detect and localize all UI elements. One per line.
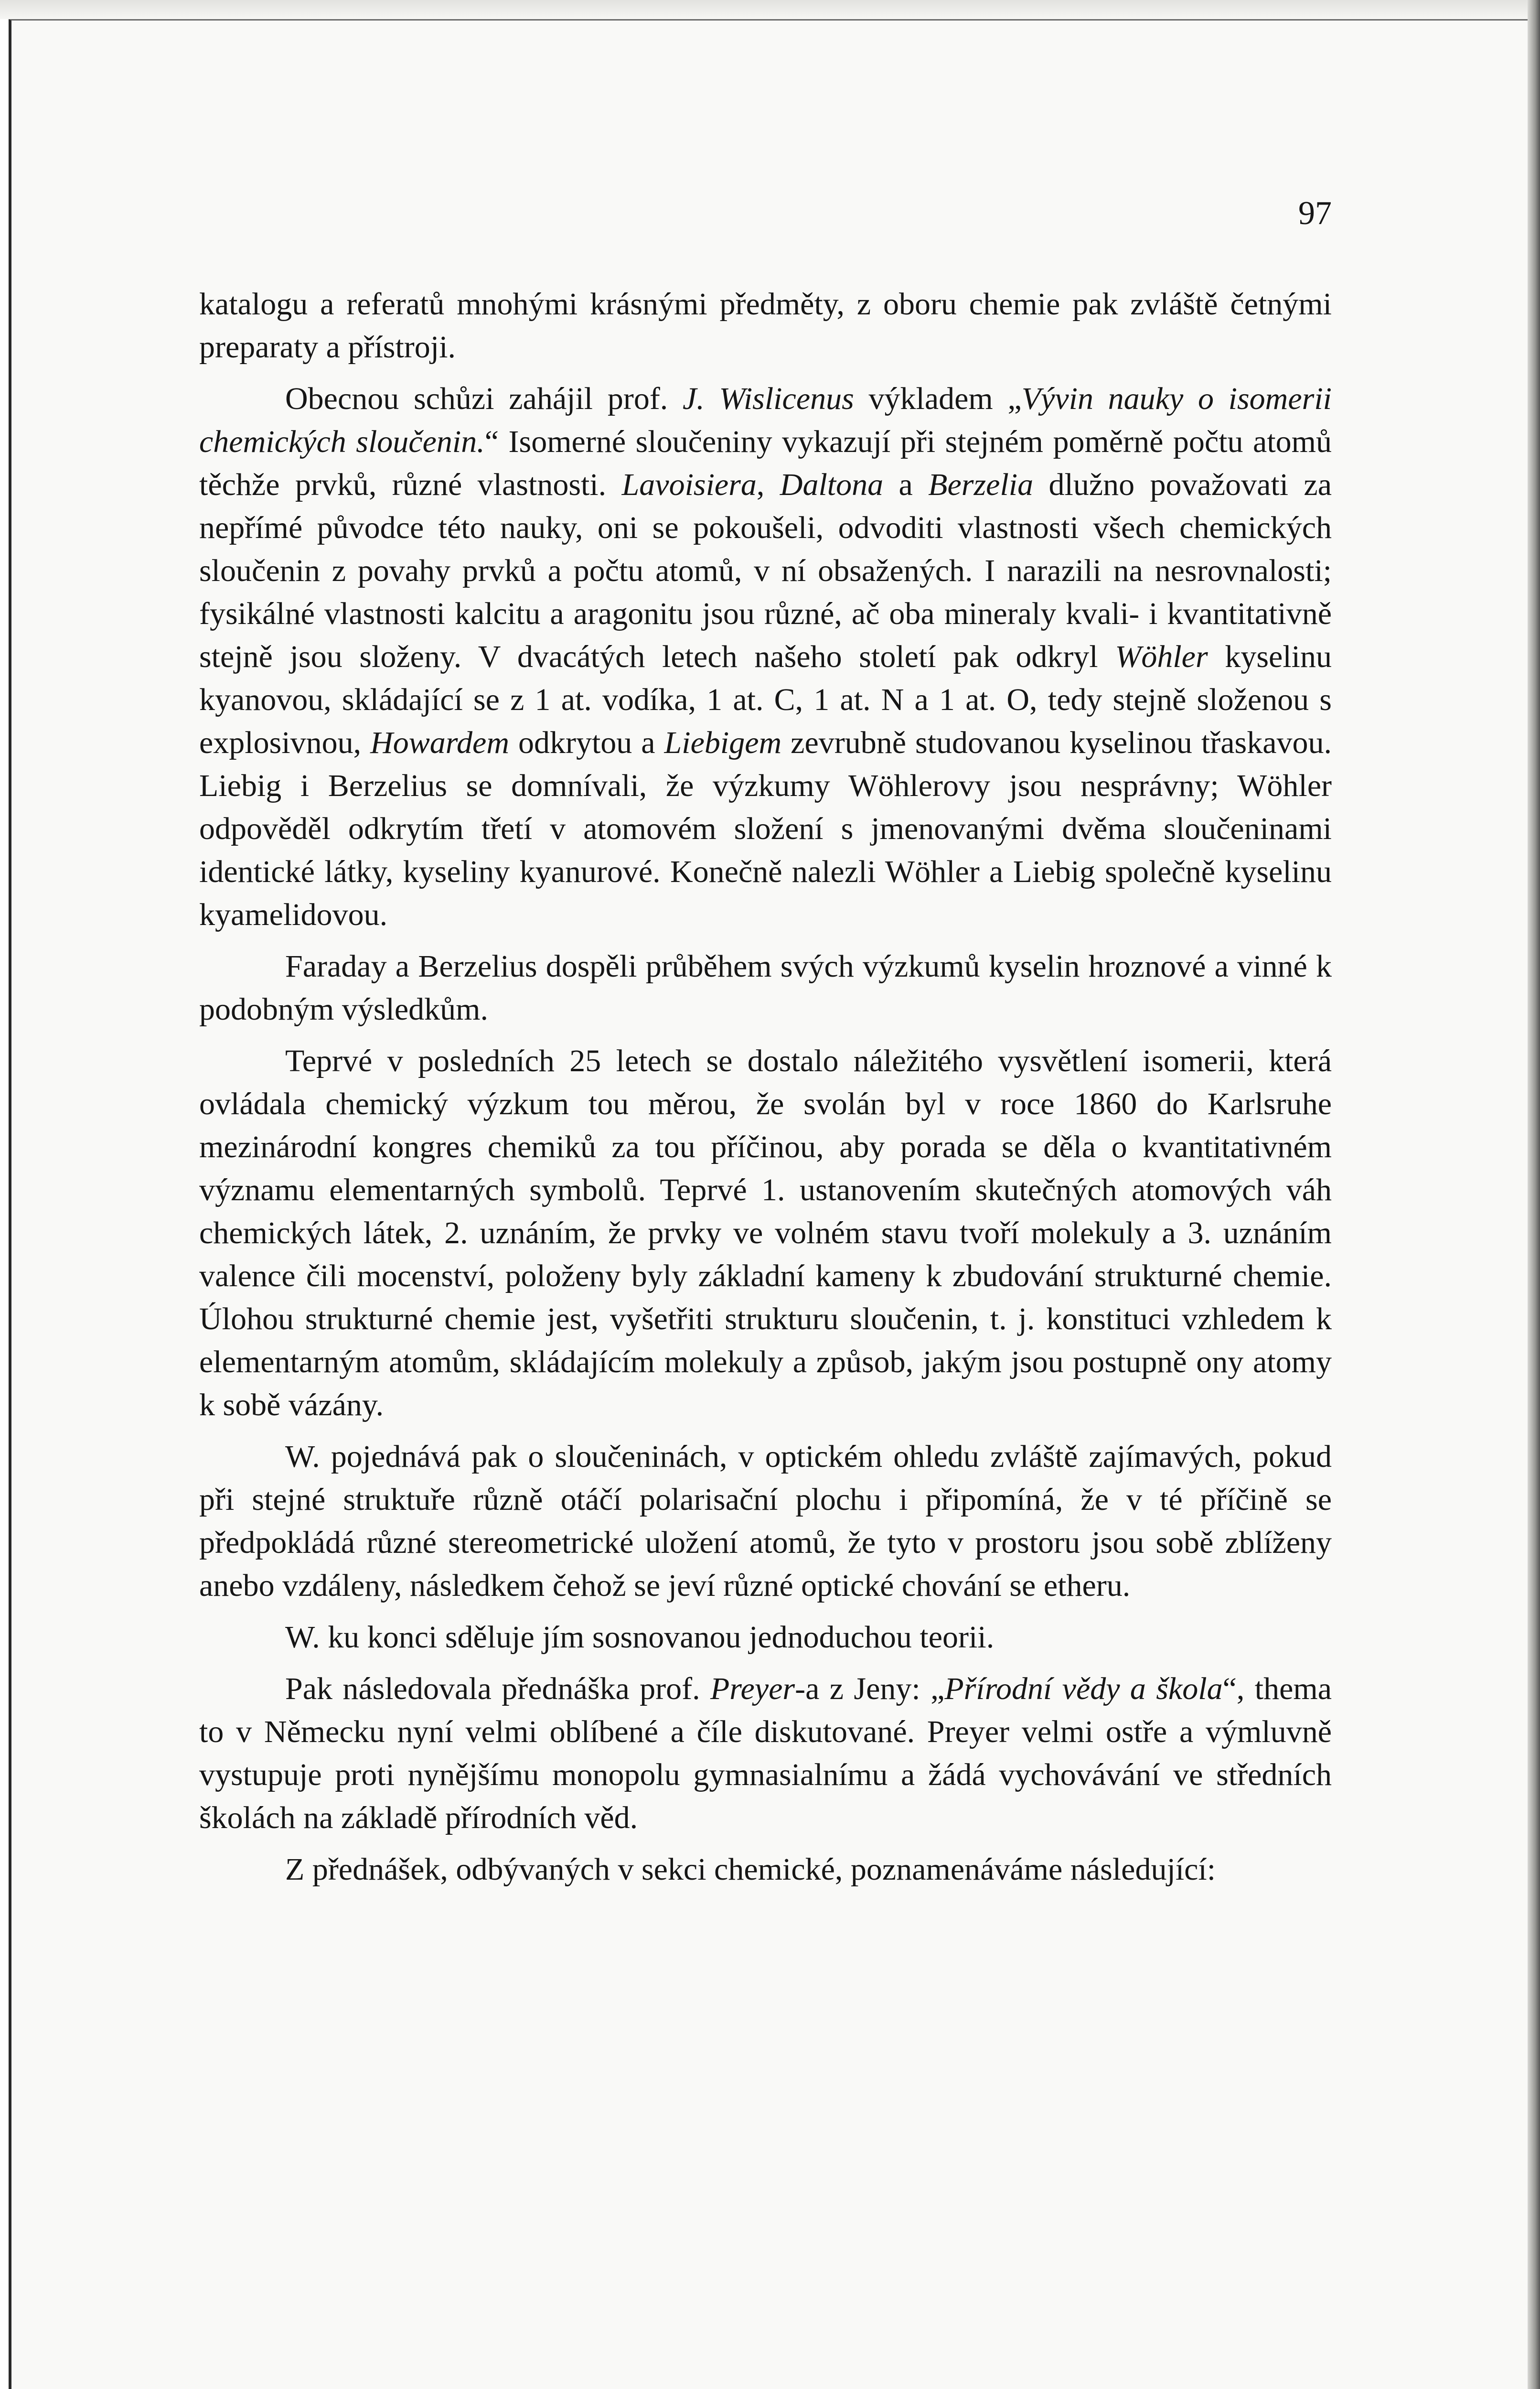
text-segment: Pak následovala přednáška prof. bbox=[285, 1671, 710, 1706]
author-name: J. Wislicenus bbox=[683, 381, 854, 416]
text-segment: dlužno považovati za nepřímé původce této nauky, oni se pokoušeli, odvoditi vlastnosti všech chemických sloučenin z povahy prvků a počtu atomů, v ní obsažených. I narazili na nesrovnalosti; fysikálné vlastnosti kalcitu a aragonitu jsou různé, ač oba mineraly kvali- i kvantitativně stejně jsou složeny. V dvacátých letech našeho století pak odkryl bbox=[199, 467, 1332, 674]
paragraph-4 bbox=[199, 1040, 1332, 1427]
text-segment: a bbox=[883, 467, 929, 502]
lecture-title: Přírodní vědy a škola bbox=[944, 1671, 1223, 1706]
text-segment: Teprvé v posledních 25 letech se dostalo náležitého vysvětlení isomerii, která ovládala chemický výzkum tou měrou, že svolán byl v roce 1860 do Karlsruhe mezinárodní kongres chemiků za tou příčinou, aby porada se děla o kvantitativném významu elementarných symbolů. Teprvé 1. ustanovením skutečných atomových váh chemických látek, 2. uznáním, že prvky ve volném stavu tvoří molekuly a 3. uznáním valence čili mocenství, položeny byly základní kameny k zbudování strukturné chemie. Úlohou strukturné chemie jest, vyšetřiti strukturu sloučenin, t. j. konstituci vzhledem k elementarným atomům, skládajícím molekuly a způsob, jakým jsou postupně ony atomy k sobě vázány. bbox=[199, 1044, 1332, 1422]
text-segment: Faraday a Berzelius dospěli průběhem svých výzkumů kyselin hroznové a vinné k podobným výsledkům. bbox=[199, 949, 1332, 1027]
person-name: Daltona bbox=[780, 467, 884, 502]
text-segment: W. pojednává pak o sloučeninách, v optickém ohledu zvláště zajímavých, pokud při stejné struktuře různě otáčí polarisační plochu i připomíná, že v té příčině se předpokládá různé stereometrické uložení atomů, že tyto v prostoru jsou sobě zblíženy anebo vzdáleny, následkem čehož se jeví různé optické chování se etheru. bbox=[199, 1439, 1332, 1603]
page-number: 97 bbox=[1298, 195, 1332, 232]
text-segment: zevrubně studovanou kyselinou třaskavou. Liebig i Berzelius se domnívali, že výzkumy Wöhlerovy jsou nesprávny; Wöhler odpověděl odkrytím třetí v atomovém složení s jmenovanými dvěma sloučeninami identické látky, kyseliny kyanurové. Konečně nalezli Wöhler a Liebig společně kyselinu kyamelidovou. bbox=[199, 725, 1332, 932]
text-segment: Obecnou schůzi zahájil prof. bbox=[285, 381, 683, 416]
paragraph-6 bbox=[199, 1616, 1332, 1659]
text-segment: -a z Jeny: „ bbox=[795, 1671, 945, 1706]
lecture-title: Vývin nauky o isomerii chemických sloučenin. bbox=[199, 381, 1332, 459]
text-segment: výkladem „ bbox=[854, 381, 1022, 416]
paragraph-5 bbox=[199, 1435, 1332, 1607]
paragraph-7 bbox=[199, 1668, 1332, 1840]
person-name: Liebigem bbox=[664, 725, 782, 760]
person-name: Berzelia bbox=[928, 467, 1034, 502]
paragraph-3 bbox=[199, 945, 1332, 1031]
scan-top-edge bbox=[0, 0, 1540, 19]
text-segment: Z přednášek, odbývaných v sekci chemické, poznamenáváme následující: bbox=[285, 1852, 1216, 1887]
person-name: Howardem bbox=[370, 725, 510, 760]
paragraph-8 bbox=[199, 1848, 1332, 1891]
person-name: Preyer bbox=[710, 1671, 795, 1706]
person-name: Lavoisiera bbox=[621, 467, 757, 502]
text-segment: W. ku konci sděluje jím sosnovanou jednoduchou teorii. bbox=[285, 1620, 995, 1655]
paragraph-2 bbox=[199, 377, 1332, 936]
body-text bbox=[199, 283, 1332, 1900]
scan-right-edge bbox=[1528, 0, 1540, 2389]
text-segment: , bbox=[756, 467, 780, 502]
text-segment: katalogu a referatů mnohými krásnými předměty, z oboru chemie pak zvláště četnými preparaty a přístroji. bbox=[199, 287, 1332, 365]
text-segment: odkrytou a bbox=[509, 725, 664, 760]
text-segment: “, thema to v Německu nyní velmi oblíbené a číle diskutované. Preyer velmi ostře a výmluvně vystupuje proti nynějšímu monopolu gymnasialnímu a žádá vychovávání ve středních školách na základě přírodních věd. bbox=[199, 1671, 1332, 1835]
text-segment: kyselinu kyanovou, skládající se z 1 at. vodíka, 1 at. C, 1 at. N a 1 at. O, tedy stejně složenou s explosivnou, bbox=[199, 639, 1332, 760]
paragraph-1 bbox=[199, 283, 1332, 369]
text-segment: “ Isomerné sloučeniny vykazují při stejném poměrně počtu atomů těchže prvků, různé vlastnosti. bbox=[199, 424, 1332, 502]
person-name: Wöhler bbox=[1115, 639, 1208, 674]
